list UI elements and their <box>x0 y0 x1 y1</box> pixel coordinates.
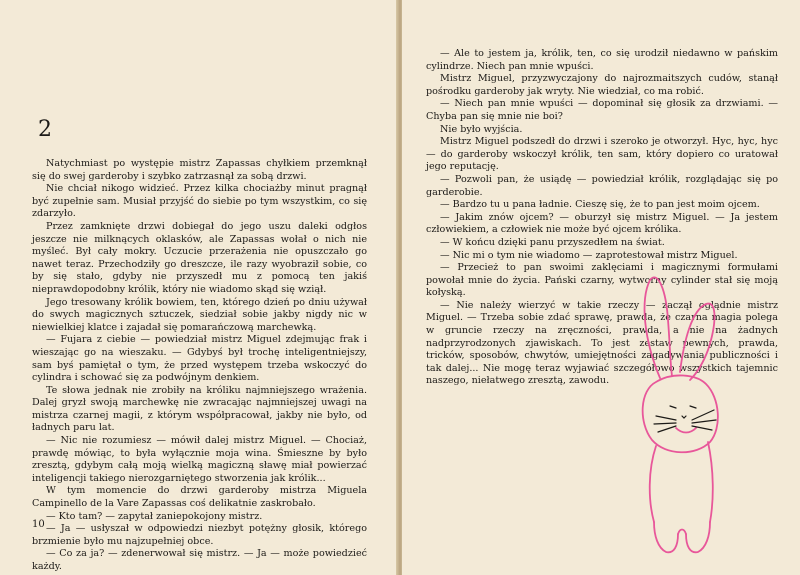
paragraph: Mistrz Miguel, przyzwyczajony do najrozmaitszych cudów, stanął pośrodku garderoby jak wryty. Nie wiedział, co ma robić. <box>426 73 778 97</box>
paragraph: Natychmiast po występie mistrz Zapassas chyłkiem przemknął się do swej garderoby i szybko zatrzasnął za sobą drzwi. <box>32 158 367 182</box>
paragraph: — Ja — usłyszał w odpowiedzi niezbyt potężny głosik, którego brzmienie było mu najzupełniej obce. <box>32 523 367 547</box>
paragraph: — Kto tam? — zapytał zaniepokojony mistrz. <box>46 510 263 522</box>
paragraph: — Nie należy wierzyć w takie rzeczy — zaczął oglądnie mistrz Miguel. — Trzeba sobie zdać sprawę, prawda, że czarna magia polega w gruncie rzeczy na zręczności, prawda, a nie na żadnych nadprzyrodzonych zjawiskach. To jest zestaw pewnych, prawda, tricków, sposobów, chwytów, umiejętności zagadywania publiczności i tak dalej... Nie mogę teraz wyjawiać szczegółowo wszystkich tajemnic naszego, niełatwego zresztą, zawodu. <box>426 299 778 387</box>
paragraph: Te słowa jednak nie zrobiły na króliku najmniejszego wrażenia. Dalej gryzł swoją marchewkę nie zwracając najmniejszej uwagi na mistrza czarnej magii, z którym współpracował, jakby nie było, od ładnych paru lat. <box>32 384 367 434</box>
paragraph: — Przecież to pan swoimi zaklęciami i magicznymi formułami powołał mnie do życia. Pański czarny, wytworny cylinder stał się moją kołyską. <box>426 262 778 299</box>
paragraph: Nie chciał nikogo widzieć. Przez kilka chociażby minut pragnął być zupełnie sam. Musiał przyjść do siebie po tym wszystkim, co się zdarzyło. <box>32 183 367 220</box>
left-page-text <box>32 158 367 574</box>
paragraph: Mistrz Miguel podszedł do drzwi i szeroko je otworzył. Hyc, hyc, hyc — do garderoby wskoczył królik, ten sam, który dopiero co uratował jego reputację. <box>426 136 778 173</box>
paragraph: Nie było wyjścia. <box>440 123 523 135</box>
left-page <box>0 0 398 575</box>
paragraph: — Nic nie rozumiesz — mówił dalej mistrz Miguel. — Chociaż, prawdę mówiąc, to była wyłącznie moja wina. Śmieszne by było zresztą, gdybym całą moją wielką magiczną sławę miał powierzać inteligencji takiego nierozgarniętego stworzenia jak królik... <box>32 435 367 484</box>
paragraph: — Niech pan mnie wpuści — dopominał się głosik za drzwiami. — Chyba pan się mnie nie boi? <box>426 98 778 122</box>
paragraph: — Nic mi o tym nie wiadomo — zaprotestował mistrz Miguel. <box>440 249 738 261</box>
paragraph: — Co za ja? — zdenerwował się mistrz. — Ja — może powiedzieć każdy. <box>32 548 367 572</box>
right-page <box>402 0 800 575</box>
paragraph: — Ale to jestem ja, królik, ten, co się urodził niedawno w pańskim cylindrze. Niech pan mnie wpuści. <box>426 48 778 72</box>
page-number: 10 <box>32 519 45 530</box>
paragraph: W tym momencie do drzwi garderoby mistrza Miguela Campinello de la Vare Zapassas coś delikatnie zaskrobało. <box>32 485 367 510</box>
rabbit-illustration-icon <box>626 260 746 560</box>
paragraph: Przez zamknięte drzwi dobiegał do jego uszu daleki odgłos jeszcze nie milknących oklasków, ale Zapassas wołał o nich nie myśleć. Był cały mokry. Uczucie przerażenia nie opuszczało go nawet teraz. Przechodziły go dreszcze, ile razy wyobraził sobie, co by się stało, gdyby nie przyszedł mu z pomocą ten jakiś nieprawdopodobny królik, który nie wiadomo skąd się wziął. <box>32 220 367 295</box>
paragraph: — Pozwoli pan, że usiądę — powiedział królik, rozglądając się po garderobie. <box>426 173 778 198</box>
chapter-number: 2 <box>38 117 52 142</box>
paragraph: — Bardzo tu u pana ładnie. Cieszę się, że to pan jest moim ojcem. <box>440 199 760 211</box>
paragraph: Jego tresowany królik bowiem, ten, którego dzień po dniu używał do swych magicznych sztuczek, siedział sobie jakby nigdy nic w niewielkiej klatce i zajadał się pomarańczową marchewką. <box>32 296 367 333</box>
paragraph: — Jakim znów ojcem? — oburzył się mistrz Miguel. — Ja jestem człowiekiem, a człowiek nie może być ojcem królika. <box>426 211 778 236</box>
paragraph: — W końcu dzięki panu przyszedłem na świat. <box>440 236 665 248</box>
paragraph: — Fujara z ciebie — powiedział mistrz Miguel zdejmując frak i wieszając go na wieszaku. — Gdybyś był trochę inteligentniejszy, sam byś pamiętał o tym, że przed występem trzeba wskoczyć do cylindra i schować się za podwójnym denkiem. <box>32 334 367 384</box>
